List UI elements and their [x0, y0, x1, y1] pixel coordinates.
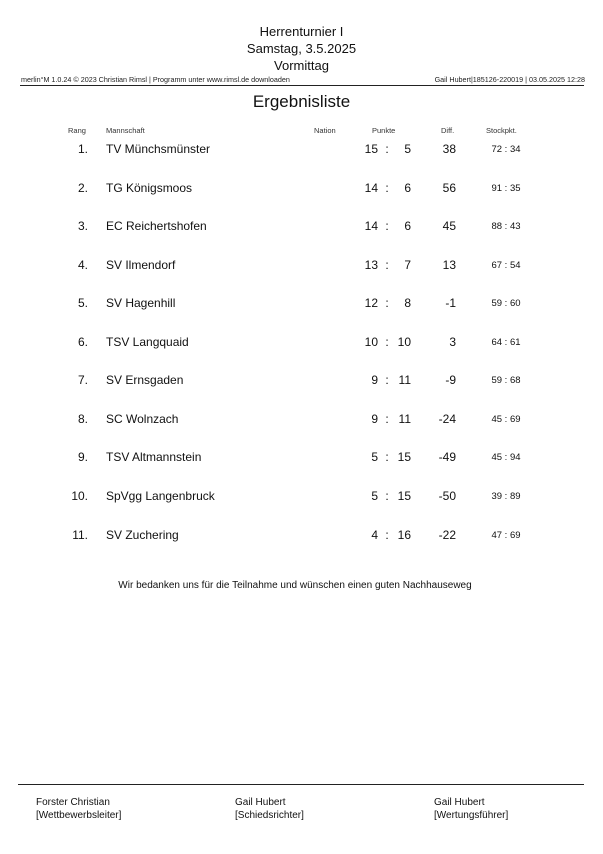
points-minus-cell: 16	[397, 527, 411, 542]
diff-cell: -50	[438, 488, 456, 503]
table-row	[0, 450, 603, 470]
points-minus-cell: 8	[404, 296, 411, 311]
points-plus-cell: 9	[371, 373, 378, 388]
points-separator: :	[385, 180, 389, 195]
diff-cell: 38	[442, 142, 456, 156]
page-title: Ergebnisliste	[252, 92, 351, 111]
points-separator: :	[385, 257, 389, 272]
points-plus-cell: 5	[371, 450, 378, 465]
col-header-stockpoints: Stockpkt.	[486, 126, 517, 135]
diff-cell: 45	[442, 219, 456, 234]
col-header-points: Punkte	[372, 126, 396, 135]
team-cell: TG Königsmoos	[106, 180, 193, 195]
points-minus-cell: 10	[397, 334, 411, 349]
team-cell: SV Zuchering	[106, 527, 179, 542]
diff-cell: 13	[442, 257, 456, 272]
diff-cell: 3	[449, 334, 456, 349]
stockpoints-cell: 64 : 61	[491, 336, 521, 348]
signature-role: [Wettbewerbsleiter]	[36, 809, 122, 821]
table-row	[0, 335, 603, 355]
stockpoints-cell: 72 : 34	[491, 144, 521, 155]
program-info: merlin°M 1.0.24 © 2023 Christian Rimsl | Programm unter www.rimsl.de downloaden	[21, 75, 290, 84]
signature-scorer	[434, 797, 508, 822]
points-plus-cell: 12	[364, 296, 378, 311]
header-divider	[20, 85, 584, 86]
rank-cell: 10.	[71, 488, 88, 503]
rank-cell: 4.	[77, 257, 88, 272]
points-minus-cell: 15	[397, 488, 411, 503]
signature-role: [Wertungsführer]	[434, 809, 509, 821]
points-separator: :	[385, 450, 389, 465]
points-plus-cell: 13	[364, 257, 378, 272]
points-minus-cell: 7	[404, 257, 411, 272]
table-row	[0, 412, 603, 432]
points-plus-cell: 4	[371, 527, 378, 542]
points-plus-cell: 9	[371, 411, 378, 426]
team-cell: SpVgg Langenbruck	[106, 488, 215, 503]
diff-cell: -49	[438, 450, 456, 465]
col-header-diff: Diff.	[441, 126, 455, 135]
team-cell: SV Ernsgaden	[106, 373, 184, 388]
points-plus-cell: 10	[364, 334, 378, 349]
table-row	[0, 373, 603, 393]
rank-cell: 3.	[77, 219, 88, 234]
rank-cell: 6.	[77, 334, 88, 349]
tournament-session: Vormittag	[274, 58, 329, 73]
points-plus-cell: 5	[371, 488, 378, 503]
points-minus-cell: 6	[404, 219, 411, 234]
signature-referee	[235, 797, 304, 822]
diff-cell: -9	[445, 373, 456, 388]
team-cell: SV Hagenhill	[106, 296, 176, 311]
stockpoints-cell: 88 : 43	[491, 221, 521, 233]
signature-name: Forster Christian	[36, 797, 110, 808]
diff-cell: -22	[438, 527, 456, 542]
closing-text: Wir bedanken uns für die Teilnahme und wünschen einen guten Nachhauseweg	[118, 580, 472, 591]
rank-cell: 9.	[77, 450, 88, 465]
team-cell: TV Münchsmünster	[106, 142, 211, 156]
stockpoints-cell: 91 : 35	[491, 182, 521, 194]
table-row	[0, 219, 603, 239]
signature-name: Gail Hubert	[434, 797, 485, 808]
points-separator: :	[385, 527, 389, 542]
rank-cell: 2.	[77, 180, 88, 195]
team-cell: TSV Altmannstein	[106, 450, 202, 465]
stockpoints-cell: 59 : 60	[491, 298, 521, 310]
points-separator: :	[385, 334, 389, 349]
stockpoints-cell: 67 : 54	[491, 259, 521, 271]
table-row	[0, 296, 603, 316]
points-separator: :	[385, 488, 389, 503]
diff-cell: -1	[445, 296, 456, 311]
table-row	[0, 489, 603, 509]
stockpoints-cell: 59 : 68	[491, 375, 521, 387]
points-separator: :	[385, 373, 389, 388]
signature-name: Gail Hubert	[235, 797, 286, 808]
col-header-nation: Nation	[314, 126, 336, 135]
points-separator: :	[385, 142, 389, 156]
tournament-date: Samstag, 3.5.2025	[246, 41, 357, 56]
team-cell: EC Reichertshofen	[106, 219, 207, 234]
rank-cell: 8.	[77, 411, 88, 426]
signature-competition-leader	[36, 797, 121, 822]
footer-divider	[18, 784, 584, 785]
points-minus-cell: 11	[398, 411, 411, 426]
col-header-rank: Rang	[68, 126, 86, 135]
team-cell: TSV Langquaid	[106, 334, 189, 349]
points-separator: :	[385, 296, 389, 311]
points-minus-cell: 15	[397, 450, 411, 465]
table-row	[0, 528, 603, 548]
table-row	[0, 142, 603, 162]
points-minus-cell: 11	[398, 373, 411, 388]
points-plus-cell: 14	[364, 180, 378, 195]
tournament-title: Herrenturnier I	[259, 24, 344, 39]
points-separator: :	[385, 411, 389, 426]
license-info: Gail Hubert|185126-220019 | 03.05.2025 12:28	[434, 75, 585, 84]
stockpoints-cell: 45 : 69	[491, 413, 521, 425]
table-row	[0, 258, 603, 278]
team-cell: SC Wolnzach	[106, 411, 179, 426]
stockpoints-cell: 39 : 89	[491, 490, 521, 502]
rank-cell: 5.	[77, 296, 88, 311]
points-minus-cell: 6	[404, 180, 411, 195]
diff-cell: 56	[442, 180, 456, 195]
diff-cell: -24	[438, 411, 456, 426]
points-plus-cell: 15	[364, 142, 378, 156]
col-header-team: Mannschaft	[106, 126, 145, 135]
stockpoints-cell: 45 : 94	[491, 452, 521, 464]
points-separator: :	[385, 219, 389, 234]
points-plus-cell: 14	[364, 219, 378, 234]
rank-cell: 7.	[77, 373, 88, 388]
rank-cell: 11.	[72, 527, 88, 542]
table-row	[0, 181, 603, 201]
team-cell: SV Ilmendorf	[106, 257, 176, 272]
points-minus-cell: 5	[404, 142, 411, 156]
rank-cell: 1.	[77, 142, 88, 156]
signature-role: [Schiedsrichter]	[235, 809, 304, 821]
stockpoints-cell: 47 : 69	[491, 529, 521, 541]
